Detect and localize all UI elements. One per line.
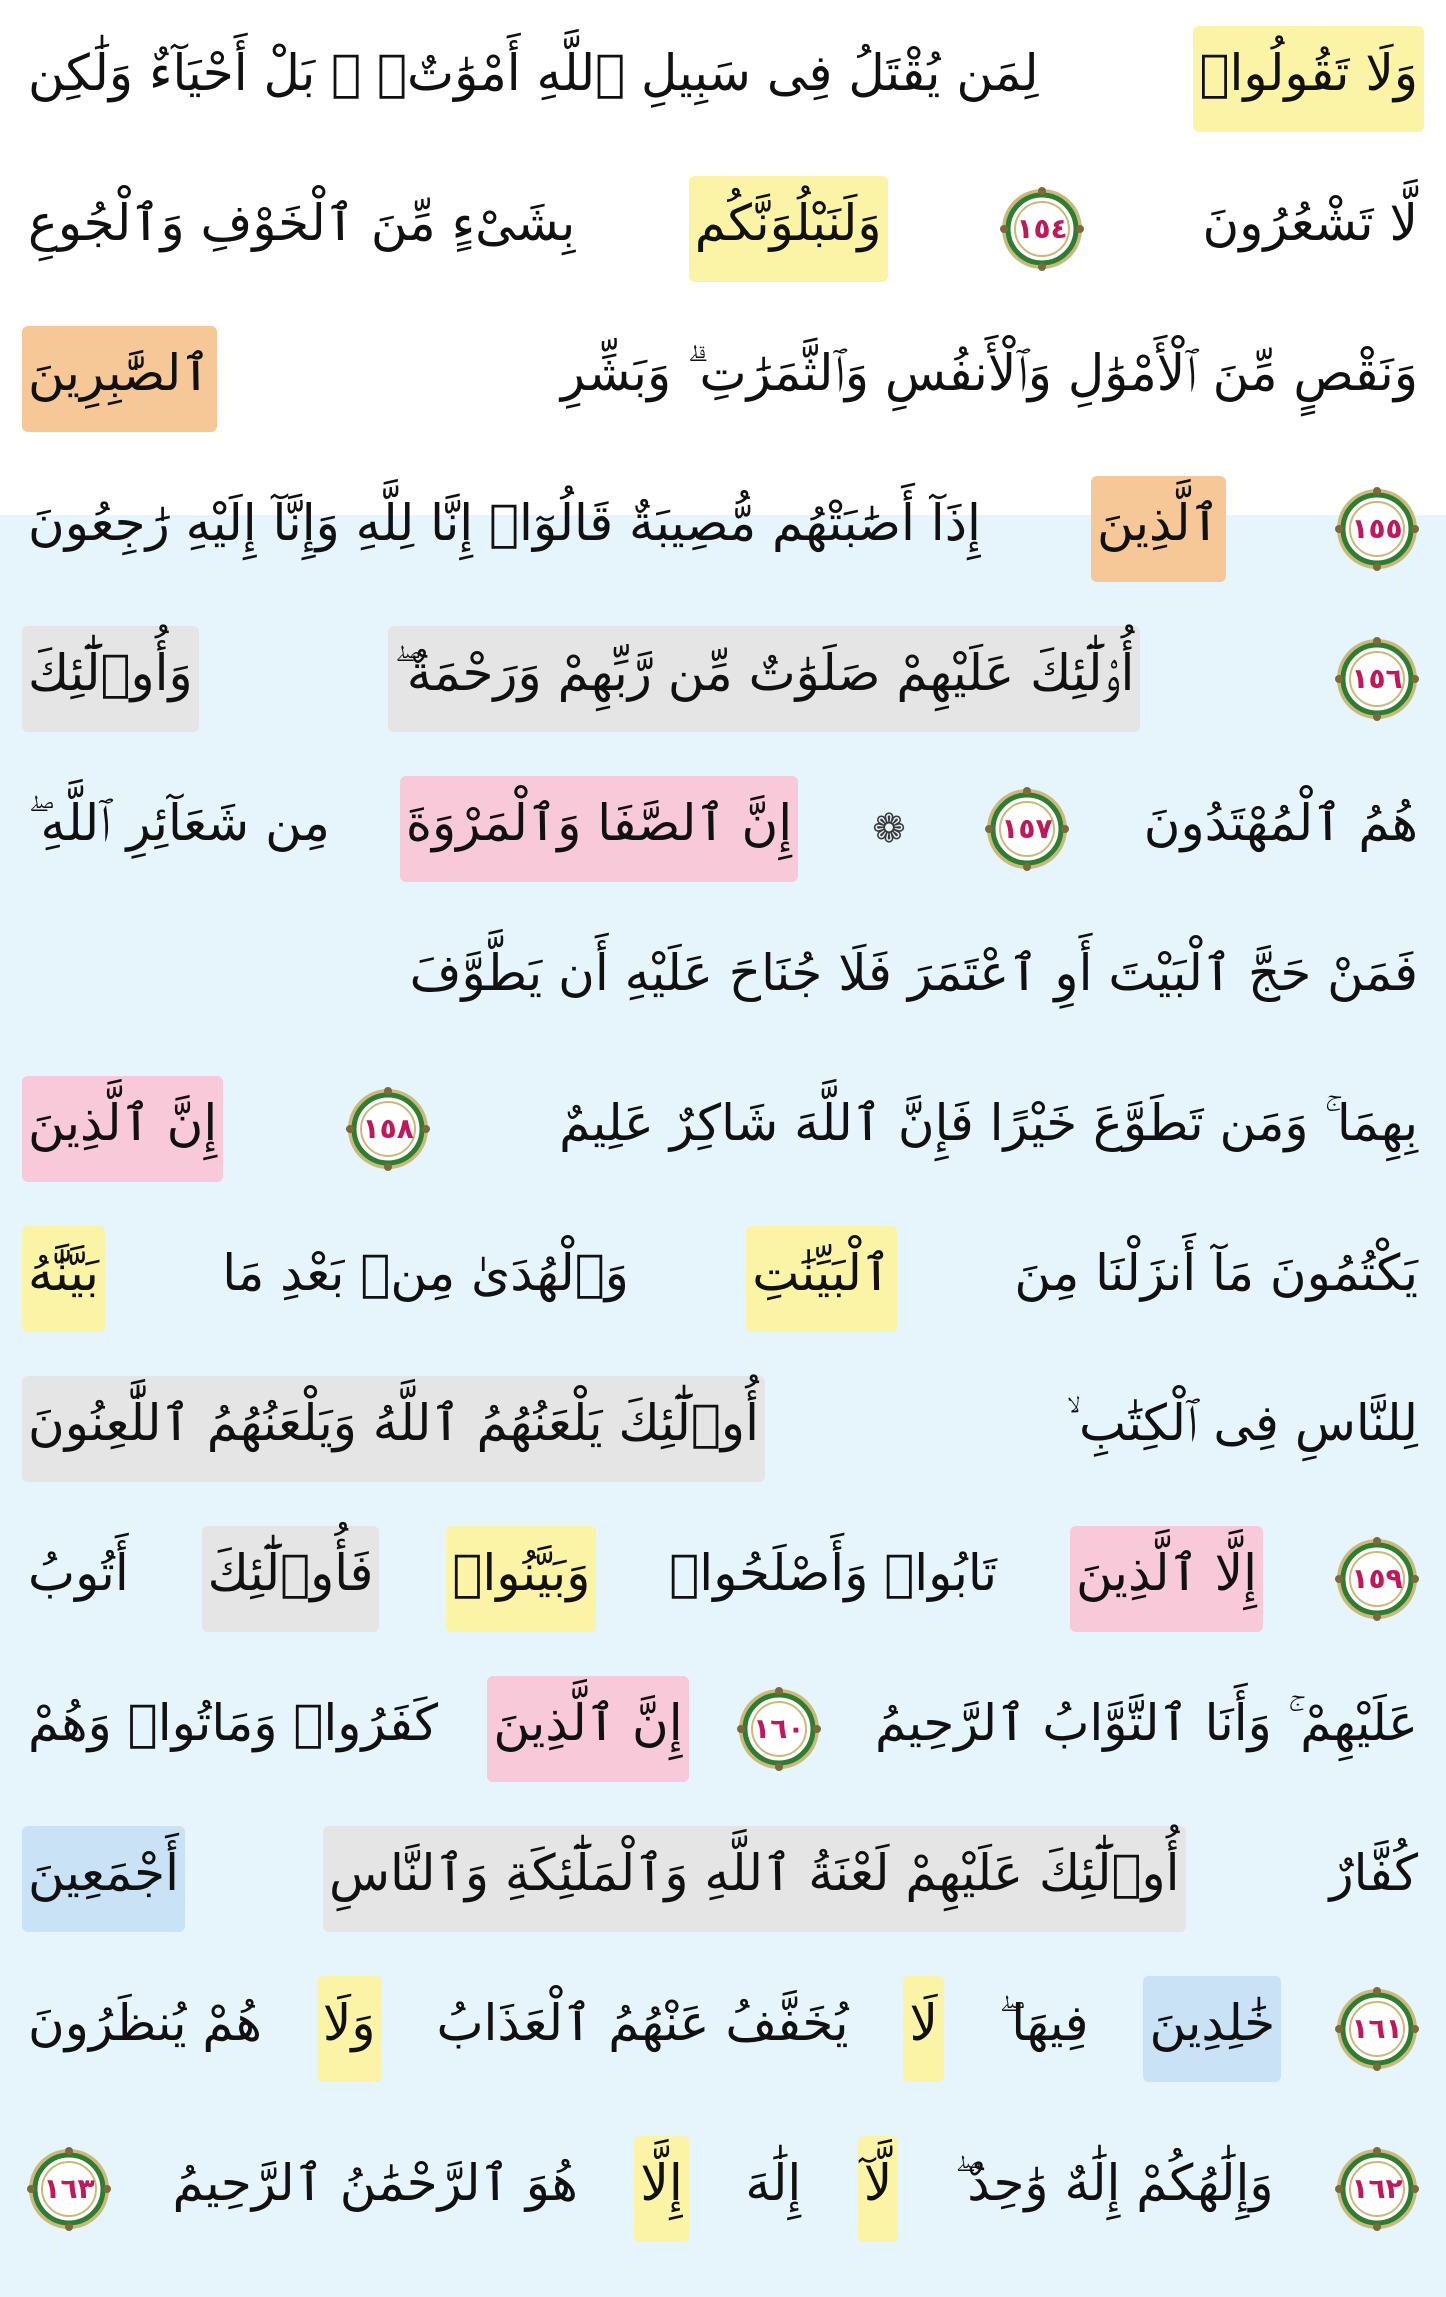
text-line-3: [22, 304, 1424, 454]
highlighted-phrase: وَلَنَبْلُوَنَّكُم: [689, 176, 888, 282]
verse-text: هُوَ ٱلرَّحْمَٰنُ ٱلرَّحِيمُ: [172, 2154, 578, 2212]
verse-text: بِهِمَا ۚ وَمَن تَطَوَّعَ خَيْرًا فَإِنَّ ٱللَّهَ شَاكِرٌ عَلِيمٌ: [559, 1094, 1418, 1152]
text-line-14: [22, 1954, 1424, 2104]
ayah-end-marker-icon: [1334, 486, 1420, 572]
rub-el-hizb-icon: ❁: [872, 806, 906, 852]
verse-text: وَإِلَٰهُكُمْ إِلَٰهٌ وَٰحِدٌ ۖ: [954, 2154, 1274, 2212]
highlighted-phrase: وَأُو۟لَٰٓئِكَ: [22, 626, 199, 732]
text-line-7: [22, 904, 1424, 1054]
ayah-end-marker-icon: [1334, 636, 1420, 722]
highlighted-phrase: وَبَيَّنُوا۟: [446, 1526, 596, 1632]
ayah-number: ١٥٩: [1351, 1562, 1403, 1595]
highlighted-phrase: وَلَا: [317, 1976, 382, 2082]
highlighted-phrase: أُو۟لَٰٓئِكَ عَلَيْهِمْ لَعْنَةُ ٱللَّهِ وَٱلْمَلَٰٓئِكَةِ وَٱلنَّاسِ: [323, 1826, 1186, 1932]
verse-text: يَكْتُمُونَ مَآ أَنزَلْنَا مِنَ: [1014, 1244, 1418, 1302]
highlighted-phrase: إِلَّا: [634, 2136, 688, 2242]
text-line-4: [22, 454, 1424, 604]
ayah-end-marker-icon: [345, 1086, 431, 1172]
highlighted-phrase: إِنَّ ٱلَّذِينَ: [22, 1076, 223, 1182]
ayah-number: ١٥٦: [1351, 662, 1403, 695]
ayah-number: ١٥٧: [1001, 812, 1053, 845]
verse-text: يُخَفَّفُ عَنْهُمُ ٱلْعَذَابُ: [436, 1994, 849, 2052]
verse-text: لَّا تَشْعُرُونَ: [1202, 194, 1418, 252]
verse-text: كَفَرُوا۟ وَمَاتُوا۟ وَهُمْ: [28, 1694, 439, 1752]
highlighted-phrase: لَا: [903, 1976, 944, 2082]
verse-text: تَابُوا۟ وَأَصْلَحُوا۟: [669, 1544, 998, 1602]
highlighted-phrase: خَٰلِدِينَ: [1143, 1976, 1281, 2082]
highlighted-phrase: ٱلْبَيِّنَٰتِ: [746, 1226, 897, 1332]
highlighted-phrase: ٱلصَّٰبِرِينَ: [22, 326, 217, 432]
text-line-8: [22, 1054, 1424, 1204]
verse-text: إِلَٰهَ: [745, 2154, 802, 2212]
text-line-9: [22, 1204, 1424, 1354]
verse-text: لِلنَّاسِ فِى ٱلْكِتَٰبِ ۙ: [1066, 1394, 1418, 1452]
text-line-1: [22, 4, 1424, 154]
verse-text: كُفَّارٌ: [1329, 1844, 1418, 1902]
ayah-end-marker-icon: [1334, 1536, 1420, 1622]
ayah-number: ١٦٢: [1351, 2172, 1403, 2205]
verse-text: فَمَنْ حَجَّ ٱلْبَيْتَ أَوِ ٱعْتَمَرَ فَلَا جُنَاحَ عَلَيْهِ أَن يَطَّوَّفَ: [409, 944, 1418, 1002]
verse-text: أَتُوبُ: [28, 1544, 129, 1602]
verse-text: هُمُ ٱلْمُهْتَدُونَ: [1143, 794, 1418, 852]
text-line-5: [22, 604, 1424, 754]
text-line-10: [22, 1354, 1424, 1504]
verse-text: وَنَقْصٍ مِّنَ ٱلْأَمْوَٰلِ وَٱلْأَنفُسِ وَٱلثَّمَرَٰتِ ۗ وَبَشِّرِ: [560, 344, 1418, 402]
highlighted-phrase: إِنَّ ٱلصَّفَا وَٱلْمَرْوَةَ: [400, 776, 798, 882]
ayah-number: ١٥٤: [1016, 212, 1068, 245]
highlighted-phrase: أُو۟لَٰٓئِكَ يَلْعَنُهُمُ ٱللَّهُ وَيَلْعَنُهُمُ ٱللَّٰعِنُونَ: [22, 1376, 765, 1482]
text-line-6: [22, 754, 1424, 904]
highlighted-phrase: أَجْمَعِينَ: [22, 1826, 185, 1932]
highlighted-phrase: وَلَا تَقُولُوا۟: [1193, 26, 1424, 132]
verse-text: هُمْ يُنظَرُونَ: [28, 1994, 263, 2052]
ayah-end-marker-icon: [999, 186, 1085, 272]
ayah-number: ١٥٨: [362, 1112, 414, 1145]
verse-text: بِشَىْءٍ مِّنَ ٱلْخَوْفِ وَٱلْجُوعِ: [28, 194, 576, 252]
ayah-end-marker-icon: [984, 786, 1070, 872]
ayah-number: ١٥٥: [1351, 512, 1403, 545]
text-line-2: [22, 154, 1424, 304]
highlighted-phrase: ٱلَّذِينَ: [1091, 476, 1226, 582]
ayah-number: ١٦٣: [43, 2172, 95, 2205]
verse-text: لِمَن يُقْتَلُ فِى سَبِيلِ ٱللَّهِ أَمْوَٰتٌۢ ۚ بَلْ أَحْيَآءٌ وَلَٰكِن: [28, 44, 1039, 102]
ayah-number: ١٦٠: [753, 1712, 805, 1745]
text-line-11: [22, 1504, 1424, 1654]
ayah-number: ١٦١: [1351, 2012, 1403, 2045]
highlighted-phrase: أُو۟لَٰٓئِكَ عَلَيْهِمْ صَلَوَٰتٌ مِّن رَّبِّهِمْ وَرَحْمَةٌ ۖ: [388, 626, 1140, 732]
highlighted-phrase: إِلَّا ٱلَّذِينَ: [1070, 1526, 1263, 1632]
text-line-13: [22, 1804, 1424, 1954]
verse-text: فِيهَا ۖ: [998, 1994, 1089, 2052]
verse-text: مِن شَعَآئِرِ ٱللَّهِ ۖ: [28, 794, 330, 852]
verse-text: عَلَيْهِمْ ۚ وَأَنَا ٱلتَّوَّابُ ٱلرَّحِيمُ: [875, 1694, 1418, 1752]
ayah-end-marker-icon: [736, 1686, 822, 1772]
ayah-end-marker-icon: [1334, 1986, 1420, 2072]
text-line-12: [22, 1654, 1424, 1804]
ayah-end-marker-icon: [1334, 2146, 1420, 2232]
highlighted-phrase: إِنَّ ٱلَّذِينَ: [487, 1676, 688, 1782]
verse-text: وَٱلْهُدَىٰ مِنۢ بَعْدِ مَا: [222, 1244, 629, 1302]
text-line-15: [22, 2114, 1424, 2264]
highlighted-phrase: فَأُو۟لَٰٓئِكَ: [202, 1526, 380, 1632]
verse-text: إِذَآ أَصَٰبَتْهُم مُّصِيبَةٌ قَالُوٓا۟ إِنَّا لِلَّهِ وَإِنَّآ إِلَيْهِ رَٰجِعُونَ: [28, 494, 981, 552]
ayah-end-marker-icon: [26, 2146, 112, 2232]
highlighted-phrase: لَّآ: [858, 2136, 899, 2242]
highlighted-phrase: بَيَّنَّٰهُ: [22, 1226, 105, 1332]
